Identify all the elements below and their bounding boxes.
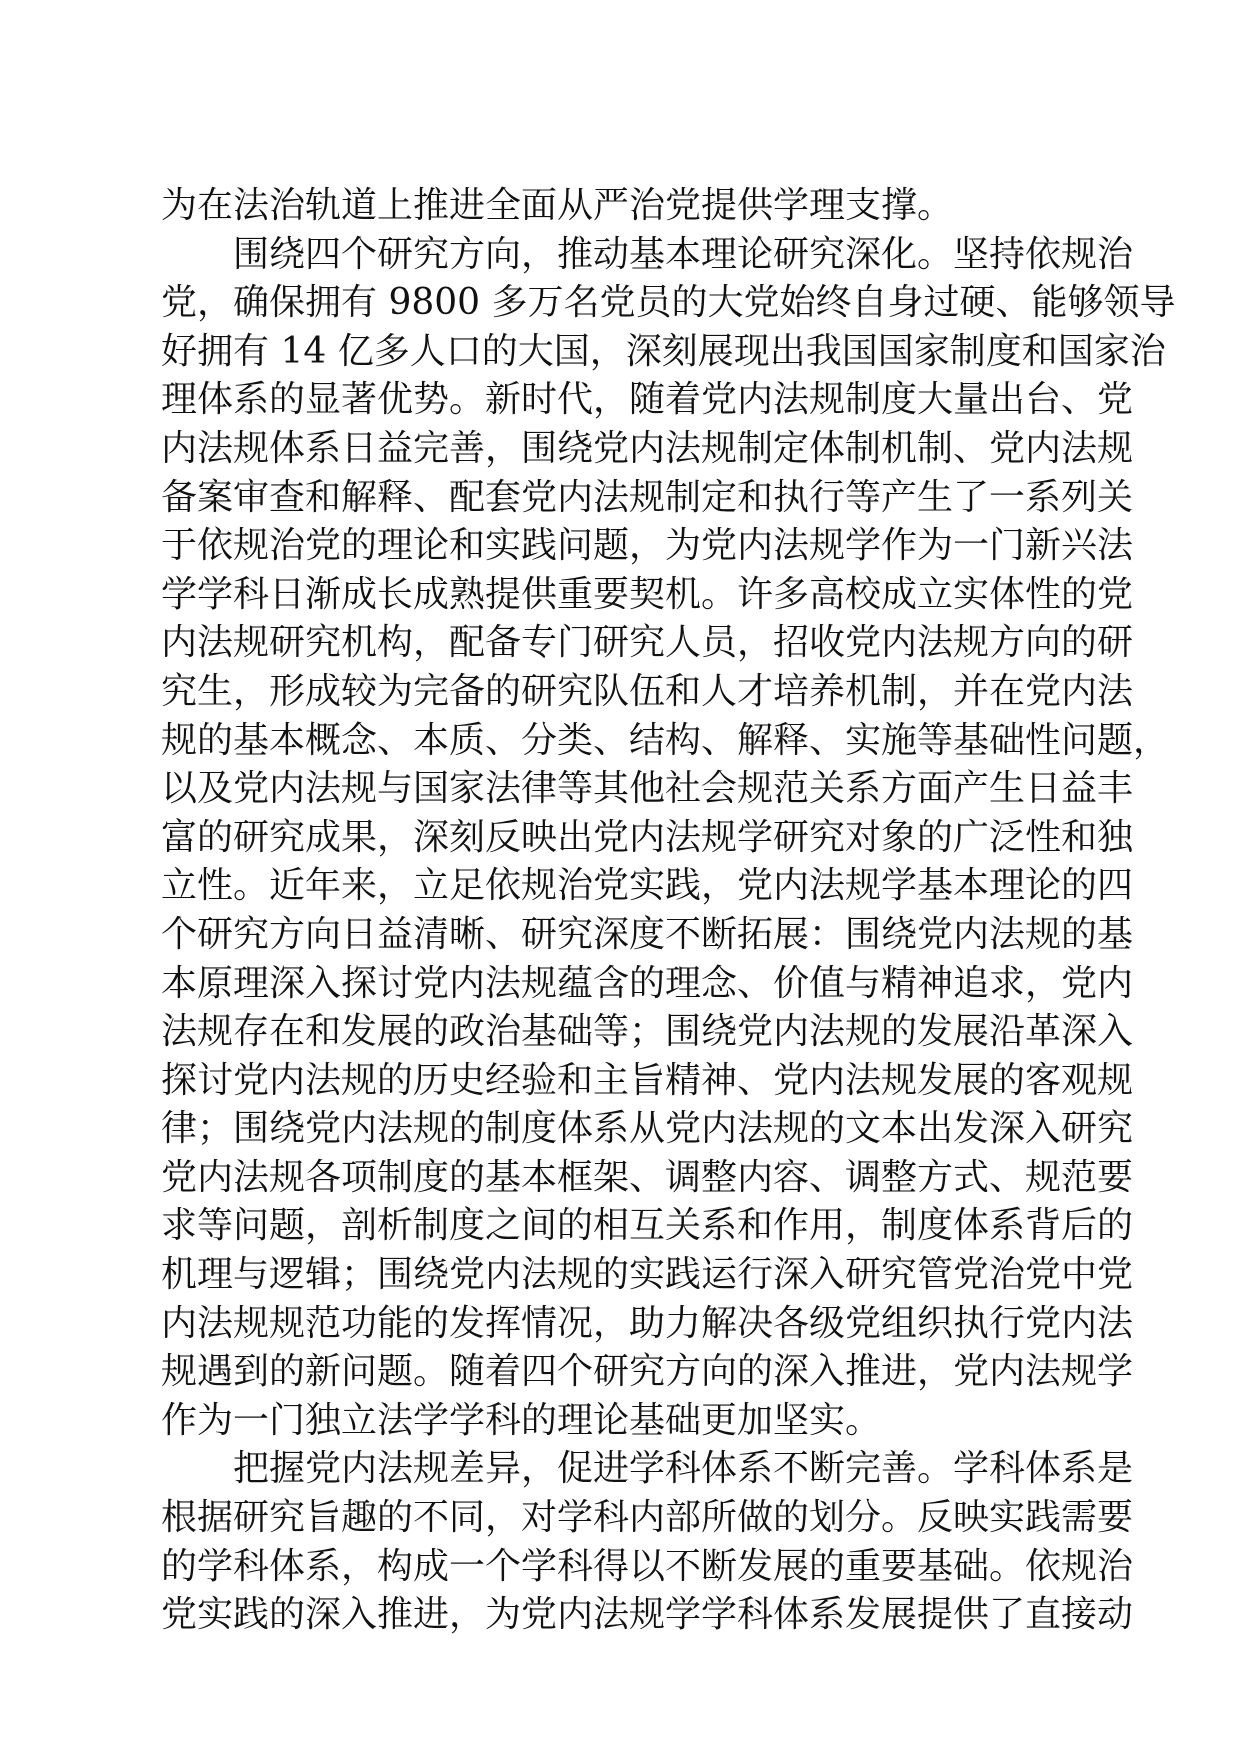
text-line: 学学科日渐成长成熟提供重要契机。许多高校成立实体性的党 [161, 573, 1134, 615]
text-line: 内法规规范功能的发挥情况，助力解决各级党组织执行党内法 [161, 1302, 1134, 1344]
paragraph-first-line: 围绕四个研究方向，推动基本理论研究深化。坚持依规治 [233, 233, 1134, 275]
paragraph-first-line: 把握党内法规差异，促进学科体系不断完善。学科体系是 [233, 1448, 1134, 1490]
text-line: 个研究方向日益清晰、研究深度不断拓展：围绕党内法规的基 [161, 913, 1134, 955]
text-line: 内法规体系日益完善，围绕党内法规制定体制机制、党内法规 [161, 427, 1134, 469]
text-line: 机理与逻辑；围绕党内法规的实践运行深入研究管党治党中党 [161, 1254, 1134, 1296]
text-line: 党内法规各项制度的基本框架、调整内容、调整方式、规范要 [161, 1156, 1134, 1198]
text-line: 富的研究成果，深刻反映出党内法规学研究对象的广泛性和独 [161, 816, 1134, 858]
text-line: 求等问题，剖析制度之间的相互关系和作用，制度体系背后的 [161, 1205, 1134, 1247]
text-line: 好拥有 14 亿多人口的大国，深刻展现出我国国家制度和国家治 [161, 330, 1166, 372]
text-line: 究生，形成较为完备的研究队伍和人才培养机制，并在党内法 [161, 670, 1134, 712]
text-line: 立性。近年来，立足依规治党实践，党内法规学基本理论的四 [161, 865, 1134, 907]
text-line: 备案审查和解释、配套党内法规制定和执行等产生了一系列关 [161, 476, 1134, 518]
text-line: 于依规治党的理论和实践问题，为党内法规学作为一门新兴法 [161, 525, 1134, 567]
text-line: 党实践的深入推进，为党内法规学学科体系发展提供了直接动 [161, 1594, 1134, 1636]
text-line: 党，确保拥有 9800 多万名党员的大党始终自身过硬、能够领导 [161, 282, 1176, 324]
text-line: 探讨党内法规的历史经验和主旨精神、党内法规发展的客观规 [161, 1059, 1134, 1101]
text-line: 本原理深入探讨党内法规蕴含的理念、价值与精神追求，党内 [161, 962, 1134, 1004]
text-line: 理体系的显著优势。新时代，随着党内法规制度大量出台、党 [161, 379, 1134, 421]
text-line: 根据研究旨趣的不同，对学科内部所做的划分。反映实践需要 [161, 1497, 1134, 1539]
text-line: 律；围绕党内法规的制度体系从党内法规的文本出发深入研究 [161, 1108, 1134, 1150]
text-line: 规的基本概念、本质、分类、结构、解释、实施等基础性问题， [161, 719, 1170, 761]
text-line: 规遇到的新问题。随着四个研究方向的深入推进，党内法规学 [161, 1351, 1134, 1393]
body-text [161, 182, 1176, 1640]
text-line: 为在法治轨道上推进全面从严治党提供学理支撑。 [161, 185, 954, 226]
text-line: 作为一门独立法学学科的理论基础更加坚实。 [161, 1399, 882, 1441]
text-line: 内法规研究机构，配备专门研究人员，招收党内法规方向的研 [161, 622, 1134, 664]
text-line: 的学科体系，构成一个学科得以不断发展的重要基础。依规治 [161, 1545, 1134, 1587]
text-line: 以及党内法规与国家法律等其他社会规范关系方面产生日益丰 [161, 768, 1134, 810]
text-line: 法规存在和发展的政治基础等；围绕党内法规的发展沿革深入 [161, 1011, 1134, 1053]
